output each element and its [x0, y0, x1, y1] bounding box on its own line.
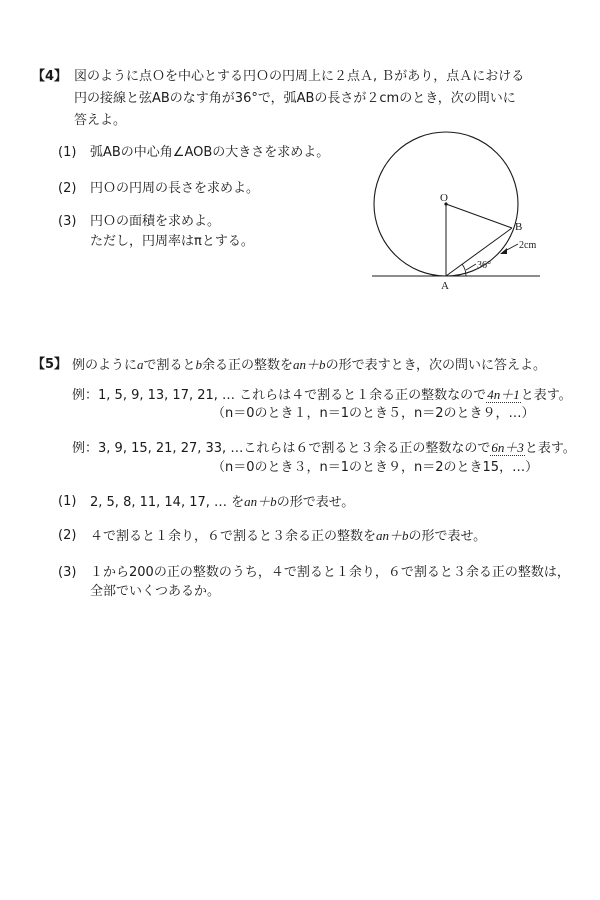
angle-pointer [466, 264, 476, 270]
circle-figure [360, 125, 550, 295]
label-arc-length: 2cm [519, 240, 537, 251]
item-text-post: の形で表せ。 [276, 495, 355, 510]
variable-b: b [195, 357, 203, 372]
variable-a: a [137, 357, 144, 372]
example-text: 1, 5, 9, 13, 17, 21, … これらは４で割ると１余る正の整数なので [98, 388, 487, 403]
item-text: 弧ABの中心角∠AOBの大きさを求めよ。 [90, 145, 330, 160]
item-text: 円Ｏの円周の長さを求めよ。 [90, 181, 260, 196]
intro-line: 円の接線と弦ABのなす角が36°で，弧ABの長さが２cmのとき，次の問いに [74, 91, 516, 106]
example-label: 例： [72, 441, 99, 456]
question-number: 【5】 [32, 357, 68, 372]
example-suffix: と表す。 [520, 388, 572, 403]
intro-text: 余る正の整数を [202, 358, 294, 373]
label-angle: 36° [477, 260, 491, 271]
item-text-post: の形で表せ。 [408, 529, 487, 544]
label-o: O [440, 192, 448, 204]
example-answer: 6n＋3 [491, 440, 524, 455]
item-number: (2) [58, 181, 77, 196]
item-number: (3) [58, 565, 77, 580]
radius-ob [446, 204, 512, 228]
item-number: (1) [58, 494, 77, 509]
item-number: (2) [58, 528, 77, 543]
example-line [72, 388, 572, 402]
label-b: B [515, 221, 523, 233]
item-text: 円Ｏの面積を求めよ。 [90, 214, 221, 229]
label-a: A [441, 280, 449, 292]
expression: an＋b [244, 494, 277, 509]
example-note: （n＝0のとき３，n＝1のとき９，n＝2のとき15，…） [212, 460, 539, 475]
question-number: 【4】 [32, 69, 68, 84]
intro-text: で割ると [143, 358, 196, 373]
item-text: ただし，円周率はπとする。 [90, 234, 254, 249]
intro-line [72, 358, 546, 372]
item-number: (1) [58, 145, 77, 160]
example-line [72, 441, 576, 455]
expression: an＋b [293, 357, 326, 372]
intro-line: 答えよ。 [74, 113, 127, 128]
example-suffix: と表す。 [524, 441, 576, 456]
item-number: (3) [58, 214, 77, 229]
item-text-pre: ４で割ると１余り，６で割ると３余る正の整数を [90, 529, 377, 544]
intro-text: の形で表すとき，次の問いに答えよ。 [325, 358, 547, 373]
intro-text: 例のように [72, 358, 138, 373]
example-text: 3, 9, 15, 21, 27, 33, …これらは６で割ると３余る正の整数なので [98, 441, 491, 456]
item-text: 全部でいくつあるか。 [90, 584, 221, 599]
item-text [90, 529, 486, 543]
expression: an＋b [376, 528, 409, 543]
intro-line: 図のように点Ｏを中心とする円Ｏの円周上に２点Ａ, Ｂがあり，点Ａにおける [74, 69, 525, 84]
item-text-pre: 2, 5, 8, 11, 14, 17, … を [90, 495, 245, 510]
item-text: １から200の正の整数のうち，４で割ると１余り，６で割ると３余る正の整数は， [90, 565, 570, 580]
example-label: 例： [72, 388, 99, 403]
example-note: （n＝0のとき１，n＝1のとき５，n＝2のとき９，…） [212, 406, 535, 421]
item-text [90, 495, 354, 509]
example-answer: 4n＋1 [487, 387, 520, 402]
